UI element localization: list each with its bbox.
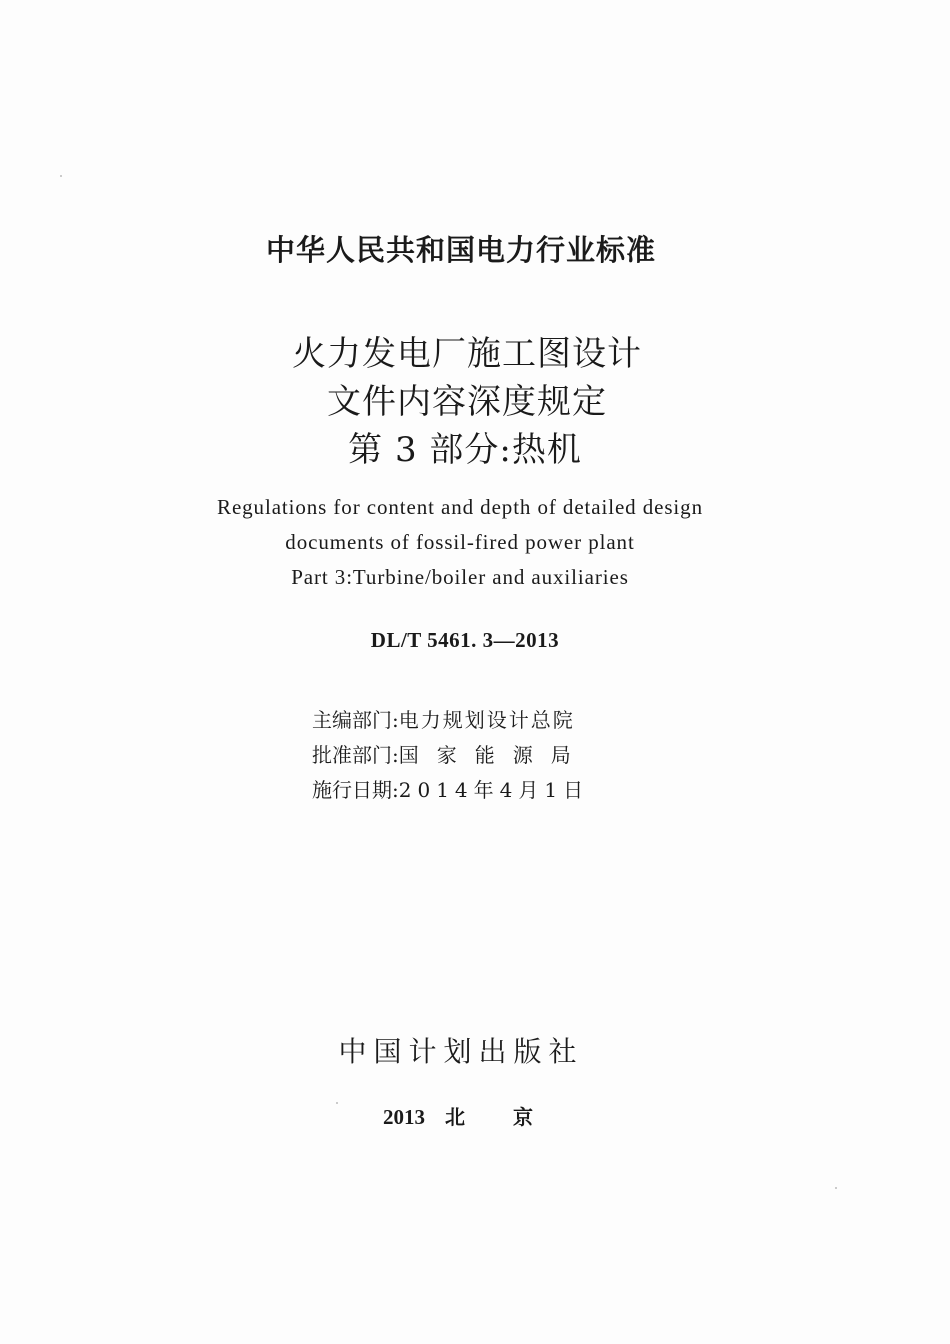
approver-row	[312, 739, 589, 768]
english-title-line-2: documents of fossil-fired power plant	[285, 530, 635, 554]
publisher-name: 中国计划出版社	[338, 1035, 584, 1068]
standard-code: DL/T 5461. 3—2013	[370, 628, 560, 652]
title-line-3: 第 3 部分:热机	[348, 430, 582, 470]
title-line-2: 文件内容深度规定	[327, 382, 607, 422]
editor-label: 主编部门:	[312, 708, 399, 732]
approver-label: 批准部门:	[312, 743, 399, 767]
industry-standard-heading: 中华人民共和国电力行业标准	[265, 233, 656, 267]
editor-row	[312, 704, 575, 733]
imprint-year: 2013	[383, 1105, 425, 1129]
scan-speck	[336, 1102, 338, 1104]
effective-date-row	[312, 774, 589, 803]
effective-date-label: 施行日期:	[312, 778, 399, 802]
scan-speck	[60, 175, 62, 177]
approver-value: 国家能源局	[398, 743, 589, 767]
imprint-city: 北京	[445, 1105, 581, 1129]
imprint	[383, 1101, 581, 1130]
title-line-1: 火力发电厂施工图设计	[292, 334, 642, 374]
editor-value: 电力规划设计总院	[398, 708, 575, 732]
effective-date-value: 2014年4月1日	[398, 778, 590, 802]
english-title-line-3: Part 3:Turbine/boiler and auxiliaries	[291, 565, 629, 589]
english-title-line-1: Regulations for content and depth of detailed design	[217, 495, 703, 519]
scan-speck	[835, 1187, 837, 1189]
